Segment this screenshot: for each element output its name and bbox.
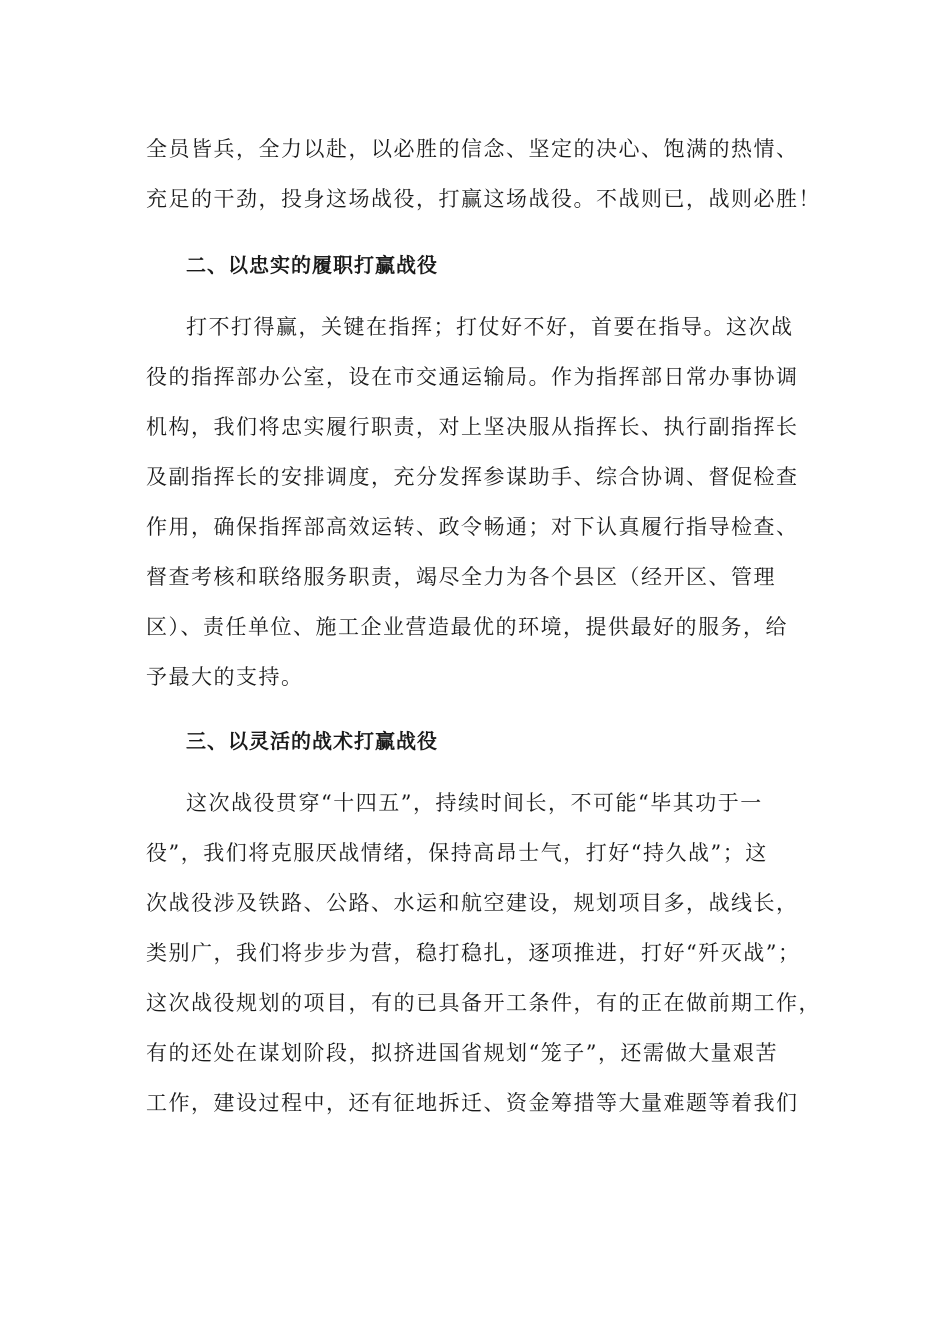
body-line-6: 及副指挥长的安排调度，充分发挥参谋助手、综合协调、督促检查 xyxy=(146,465,799,489)
body-line-17: 工作，建设过程中，还有征地拆迁、资金筹措等大量难题等着我们 xyxy=(146,1091,799,1115)
body-line-14: 类别广，我们将步步为营，稳打稳扎，逐项推进，打好“歼灭战”； xyxy=(146,941,801,965)
body-line-8: 督查考核和联络服务职责，竭尽全力为各个县区（经开区、管理 xyxy=(146,565,776,589)
body-line-5: 机构，我们将忠实履行职责，对上坚决服从指挥长、执行副指挥长 xyxy=(146,415,799,439)
body-line-11: 这次战役贯穿“十四五”，持续时间长，不可能“毕其功于一 xyxy=(186,791,763,815)
body-line-2: 充足的干劲，投身这场战役，打赢这场战役。不战则已，战则必胜！ xyxy=(146,187,821,211)
body-line-3: 打不打得赢，关键在指挥；打仗好不好，首要在指导。这次战 xyxy=(186,315,794,339)
section-heading-3: 三、以灵活的战术打赢战役 xyxy=(186,729,438,753)
body-line-13: 次战役涉及铁路、公路、水运和航空建设，规划项目多，战线长， xyxy=(146,891,799,915)
body-line-4: 役的指挥部办公室，设在市交通运输局。作为指挥部日常办事协调 xyxy=(146,365,799,389)
body-line-10: 予最大的支持。 xyxy=(146,665,304,689)
body-line-1: 全员皆兵，全力以赴，以必胜的信念、坚定的决心、饱满的热情、 xyxy=(146,137,799,161)
body-line-15: 这次战役规划的项目，有的已具备开工条件，有的正在做前期工作， xyxy=(146,991,821,1015)
body-line-16: 有的还处在谋划阶段，拟挤进国省规划“笼子”，还需做大量艰苦 xyxy=(146,1041,778,1065)
body-line-7: 作用，确保指挥部高效运转、政令畅通；对下认真履行指导检查、 xyxy=(146,515,799,539)
body-line-12: 役”，我们将克服厌战情绪，保持高昂士气，打好“持久战”；这 xyxy=(146,841,768,865)
body-line-9: 区）、责任单位、施工企业营造最优的环境，提供最好的服务，给 xyxy=(146,615,788,639)
section-heading-2: 二、以忠实的履职打赢战役 xyxy=(186,253,438,277)
